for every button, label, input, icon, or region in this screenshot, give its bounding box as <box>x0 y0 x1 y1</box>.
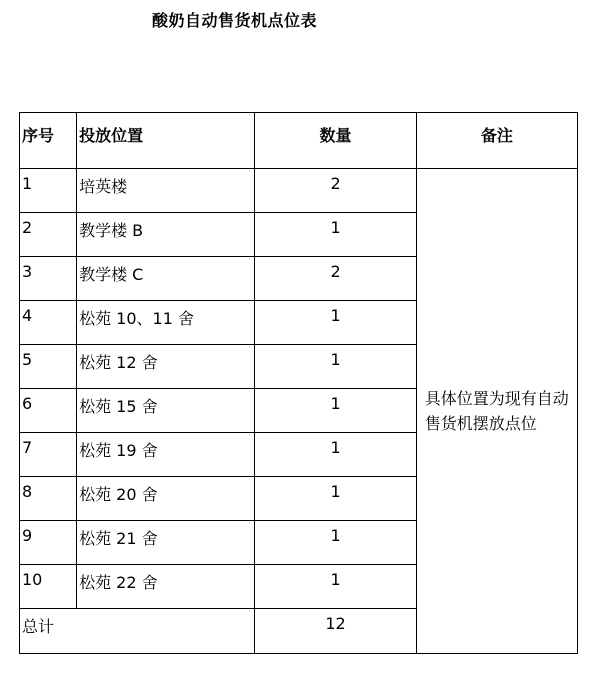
row-location: 松苑 15 舍 <box>77 389 255 433</box>
row-location: 教学楼 C <box>77 257 255 301</box>
row-index: 4 <box>20 301 77 345</box>
row-quantity: 1 <box>255 477 416 521</box>
row-index: 3 <box>20 257 77 301</box>
row-quantity: 1 <box>255 389 416 433</box>
document-title: 酸奶自动售货机点位表 <box>152 11 318 30</box>
header-note: 备注 <box>416 113 577 169</box>
row-quantity: 1 <box>255 301 416 345</box>
row-location: 培英楼 <box>77 169 255 213</box>
row-quantity: 1 <box>255 565 416 609</box>
total-label: 总计 <box>20 609 255 654</box>
row-quantity: 1 <box>255 213 416 257</box>
table-row <box>20 169 578 213</box>
row-location: 松苑 12 舍 <box>77 345 255 389</box>
row-quantity: 1 <box>255 345 416 389</box>
header-location: 投放位置 <box>77 113 255 169</box>
row-quantity: 1 <box>255 433 416 477</box>
row-location: 松苑 19 舍 <box>77 433 255 477</box>
note-cell: 具体位置为现有自动售货机摆放点位 <box>416 169 577 654</box>
row-location: 松苑 10、11 舍 <box>77 301 255 345</box>
row-index: 8 <box>20 477 77 521</box>
row-index: 7 <box>20 433 77 477</box>
table-header-row <box>20 113 578 169</box>
header-quantity: 数量 <box>255 113 416 169</box>
header-index: 序号 <box>20 113 77 169</box>
vending-location-table <box>19 112 578 654</box>
row-index: 9 <box>20 521 77 565</box>
total-quantity: 12 <box>255 609 416 654</box>
row-location: 松苑 22 舍 <box>77 565 255 609</box>
row-quantity: 2 <box>255 169 416 213</box>
row-location: 松苑 20 舍 <box>77 477 255 521</box>
row-location: 教学楼 B <box>77 213 255 257</box>
row-quantity: 1 <box>255 521 416 565</box>
row-location: 松苑 21 舍 <box>77 521 255 565</box>
row-index: 6 <box>20 389 77 433</box>
row-index: 5 <box>20 345 77 389</box>
row-quantity: 2 <box>255 257 416 301</box>
row-index: 10 <box>20 565 77 609</box>
row-index: 1 <box>20 169 77 213</box>
row-index: 2 <box>20 213 77 257</box>
